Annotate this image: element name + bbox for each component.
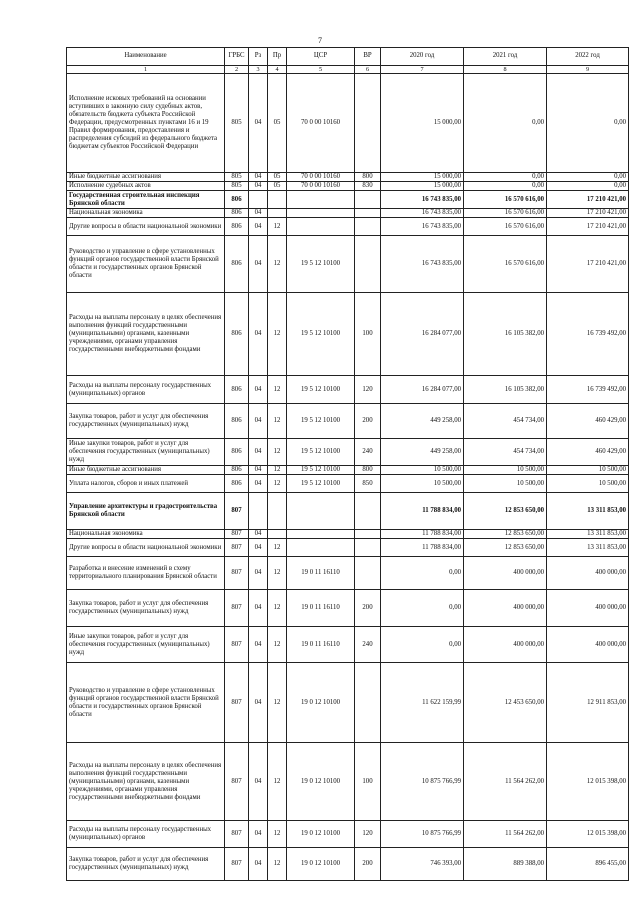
row-value-2021: 16 105 382,00: [464, 376, 547, 404]
row-value-2020: 10 875 766,99: [381, 743, 464, 821]
row-value-2020: 0,00: [381, 557, 464, 590]
row-value-2022: 400 000,00: [547, 557, 629, 590]
row-grbs: 807: [225, 743, 249, 821]
row-csr: 19 5 12 10100: [287, 293, 355, 376]
row-rz: 04: [249, 209, 268, 218]
row-name: Уплата налогов, сборов и иных платежей: [67, 475, 225, 493]
row-value-2022: 460 429,00: [547, 439, 629, 466]
row-pr: 12: [268, 821, 287, 848]
row-csr: 19 5 12 10100: [287, 466, 355, 475]
row-rz: 04: [249, 475, 268, 493]
row-vr: 240: [355, 439, 381, 466]
row-value-2020: 11 788 834,00: [381, 530, 464, 539]
column-number: 1: [67, 66, 225, 74]
row-pr: 12: [268, 743, 287, 821]
row-value-2020: 16 284 077,00: [381, 376, 464, 404]
row-rz: 04: [249, 218, 268, 236]
row-grbs: 807: [225, 590, 249, 627]
row-csr: [287, 530, 355, 539]
row-csr: [287, 218, 355, 236]
row-pr: [268, 493, 287, 530]
row-csr: 19 0 11 16110: [287, 557, 355, 590]
table-row: [67, 493, 629, 530]
table-row: [67, 743, 629, 821]
row-name: Расходы на выплаты персоналу в целях обеспечения выполнения функций государственными (муниципальными) органами, казенными учреждениями, органами управления государственными внебюджетными фондами: [67, 743, 225, 821]
row-value-2021: 16 105 382,00: [464, 293, 547, 376]
row-value-2021: 11 564 262,00: [464, 743, 547, 821]
row-value-2020: 449 258,00: [381, 404, 464, 439]
table-row: [67, 539, 629, 557]
row-value-2021: 0,00: [464, 182, 547, 191]
row-csr: 19 0 11 16110: [287, 627, 355, 663]
row-vr: [355, 218, 381, 236]
row-rz: 04: [249, 404, 268, 439]
header-2022: 2022 год: [547, 48, 629, 66]
row-grbs: 806: [225, 439, 249, 466]
row-name: Исполнение исковых требований на основании вступивших в законную силу судебных актов, обязательств бюджета субъекта Российской Федерации, предусмотренных пунктами 16 и 19 Правил формирования, предоставления и распределения субсидий из федерального бюджета бюджетам субъектов Российской Федерации: [67, 74, 225, 173]
row-pr: [268, 209, 287, 218]
row-name: Расходы на выплаты персоналу государственных (муниципальных) органов: [67, 821, 225, 848]
row-csr: [287, 209, 355, 218]
row-rz: 04: [249, 466, 268, 475]
row-value-2022: 13 311 853,00: [547, 539, 629, 557]
row-rz: 04: [249, 182, 268, 191]
row-name: Национальная экономика: [67, 209, 225, 218]
row-value-2022: 12 911 853,00: [547, 663, 629, 743]
row-rz: 04: [249, 173, 268, 182]
row-grbs: 807: [225, 539, 249, 557]
table-row: [67, 74, 629, 173]
row-csr: [287, 493, 355, 530]
row-value-2022: 17 210 421,00: [547, 236, 629, 293]
row-value-2022: 13 311 853,00: [547, 493, 629, 530]
row-grbs: 805: [225, 182, 249, 191]
row-csr: 70 0 00 10160: [287, 74, 355, 173]
table-row: [67, 663, 629, 743]
table-row: [67, 293, 629, 376]
table-row: [67, 557, 629, 590]
row-value-2020: 10 500,00: [381, 475, 464, 493]
row-pr: 12: [268, 848, 287, 881]
row-vr: [355, 74, 381, 173]
row-value-2020: 11 622 159,99: [381, 663, 464, 743]
row-pr: 12: [268, 293, 287, 376]
column-number: 2: [225, 66, 249, 74]
row-grbs: 806: [225, 209, 249, 218]
row-value-2022: 16 739 492,00: [547, 376, 629, 404]
table-row: [67, 821, 629, 848]
row-pr: 12: [268, 466, 287, 475]
row-name: Государственная строительная инспекция Брянской области: [67, 191, 225, 209]
row-value-2022: 10 500,00: [547, 466, 629, 475]
row-grbs: 806: [225, 293, 249, 376]
row-rz: 04: [249, 376, 268, 404]
column-number-row: [67, 66, 629, 74]
row-value-2020: 16 743 835,00: [381, 209, 464, 218]
row-value-2022: 17 210 421,00: [547, 218, 629, 236]
row-value-2020: 15 000,00: [381, 173, 464, 182]
row-vr: 830: [355, 182, 381, 191]
row-value-2021: 12 853 650,00: [464, 539, 547, 557]
column-number: 5: [287, 66, 355, 74]
row-rz: [249, 493, 268, 530]
row-value-2021: 12 453 650,00: [464, 663, 547, 743]
row-value-2021: 16 570 616,00: [464, 191, 547, 209]
row-csr: [287, 539, 355, 557]
header-vr: ВР: [355, 48, 381, 66]
row-grbs: 807: [225, 627, 249, 663]
row-value-2020: 16 743 835,00: [381, 236, 464, 293]
row-pr: 12: [268, 627, 287, 663]
row-csr: 19 0 12 10100: [287, 743, 355, 821]
column-number: 7: [381, 66, 464, 74]
column-number: 8: [464, 66, 547, 74]
row-name: Разработка и внесение изменений в схему территориального планирования Брянской области: [67, 557, 225, 590]
row-vr: [355, 530, 381, 539]
row-rz: 04: [249, 743, 268, 821]
row-pr: 12: [268, 439, 287, 466]
column-number: 6: [355, 66, 381, 74]
header-pr: Пр: [268, 48, 287, 66]
table-row: [67, 236, 629, 293]
row-vr: [355, 209, 381, 218]
row-pr: 12: [268, 590, 287, 627]
row-vr: [355, 663, 381, 743]
row-name: Управление архитектуры и градостроительства Брянской области: [67, 493, 225, 530]
row-value-2022: 16 739 492,00: [547, 293, 629, 376]
row-value-2020: 15 000,00: [381, 74, 464, 173]
row-csr: 70 0 00 10160: [287, 173, 355, 182]
row-name: Национальная экономика: [67, 530, 225, 539]
row-value-2020: 10 500,00: [381, 466, 464, 475]
row-vr: 240: [355, 627, 381, 663]
row-pr: 12: [268, 663, 287, 743]
row-value-2020: 0,00: [381, 627, 464, 663]
row-name: Закупка товаров, работ и услуг для обеспечения государственных (муниципальных) нужд: [67, 590, 225, 627]
row-grbs: 807: [225, 557, 249, 590]
table-body: [67, 74, 629, 881]
row-csr: [287, 191, 355, 209]
row-value-2020: 16 284 077,00: [381, 293, 464, 376]
header-row: [67, 48, 629, 66]
row-pr: 05: [268, 74, 287, 173]
row-value-2022: 896 455,00: [547, 848, 629, 881]
row-pr: 05: [268, 182, 287, 191]
row-value-2022: 0,00: [547, 74, 629, 173]
row-value-2022: 17 210 421,00: [547, 209, 629, 218]
row-value-2021: 10 500,00: [464, 475, 547, 493]
row-rz: 04: [249, 848, 268, 881]
table-row: [67, 466, 629, 475]
budget-table: [66, 47, 629, 881]
row-grbs: 806: [225, 466, 249, 475]
row-vr: 850: [355, 475, 381, 493]
row-grbs: 807: [225, 530, 249, 539]
row-vr: 800: [355, 466, 381, 475]
header-2020: 2020 год: [381, 48, 464, 66]
row-value-2022: 13 311 853,00: [547, 530, 629, 539]
row-name: Исполнение судебных актов: [67, 182, 225, 191]
row-rz: 04: [249, 236, 268, 293]
row-csr: 19 0 12 10100: [287, 848, 355, 881]
row-value-2022: 17 210 421,00: [547, 191, 629, 209]
row-pr: 12: [268, 475, 287, 493]
row-grbs: 806: [225, 218, 249, 236]
row-rz: 04: [249, 74, 268, 173]
row-rz: 04: [249, 557, 268, 590]
column-number: 3: [249, 66, 268, 74]
column-number: 4: [268, 66, 287, 74]
row-csr: 19 5 12 10100: [287, 439, 355, 466]
row-name: Руководство и управление в сфере установленных функций органов государственной власти Брянской области и государственных органов Брянской области: [67, 663, 225, 743]
row-vr: 200: [355, 848, 381, 881]
row-value-2020: 11 788 834,00: [381, 493, 464, 530]
row-grbs: 807: [225, 663, 249, 743]
row-name: Иные бюджетные ассигнования: [67, 173, 225, 182]
table-row: [67, 848, 629, 881]
row-vr: 200: [355, 404, 381, 439]
row-value-2021: 11 564 262,00: [464, 821, 547, 848]
row-value-2020: 449 258,00: [381, 439, 464, 466]
row-name: Расходы на выплаты персоналу в целях обеспечения выполнения функций государственными (муниципальными) органами, казенными учреждениями, органами управления государственными внебюджетными фондами: [67, 293, 225, 376]
table-row: [67, 376, 629, 404]
row-grbs: 807: [225, 821, 249, 848]
row-name: Расходы на выплаты персоналу государственных (муниципальных) органов: [67, 376, 225, 404]
row-value-2021: 0,00: [464, 74, 547, 173]
row-value-2021: 12 853 650,00: [464, 493, 547, 530]
row-grbs: 806: [225, 404, 249, 439]
row-value-2022: 10 500,00: [547, 475, 629, 493]
header-name: Наименование: [67, 48, 225, 66]
header-csr: ЦСР: [287, 48, 355, 66]
row-vr: [355, 493, 381, 530]
table-row: [67, 173, 629, 182]
table-row: [67, 209, 629, 218]
row-value-2021: 454 734,00: [464, 404, 547, 439]
header-rz: Рз: [249, 48, 268, 66]
row-value-2022: 460 429,00: [547, 404, 629, 439]
row-name: Закупка товаров, работ и услуг для обеспечения государственных (муниципальных) нужд: [67, 404, 225, 439]
row-grbs: 805: [225, 173, 249, 182]
table-row: [67, 627, 629, 663]
row-vr: [355, 539, 381, 557]
row-pr: 12: [268, 404, 287, 439]
row-grbs: 805: [225, 74, 249, 173]
row-rz: 04: [249, 293, 268, 376]
row-vr: [355, 557, 381, 590]
row-value-2021: 12 853 650,00: [464, 530, 547, 539]
column-number: 9: [547, 66, 629, 74]
row-value-2020: 16 743 835,00: [381, 218, 464, 236]
row-rz: 04: [249, 530, 268, 539]
row-pr: 12: [268, 376, 287, 404]
row-value-2020: 0,00: [381, 590, 464, 627]
row-name: Иные закупки товаров, работ и услуг для обеспечения государственных (муниципальных) нужд: [67, 439, 225, 466]
row-grbs: 806: [225, 376, 249, 404]
page-number: 7: [318, 36, 322, 45]
row-value-2022: 12 015 398,00: [547, 821, 629, 848]
row-value-2021: 400 000,00: [464, 557, 547, 590]
row-vr: 200: [355, 590, 381, 627]
row-name: Руководство и управление в сфере установленных функций органов государственной власти Брянской области и государственных органов Брянской области: [67, 236, 225, 293]
row-vr: [355, 236, 381, 293]
row-grbs: 806: [225, 475, 249, 493]
row-value-2021: 16 570 616,00: [464, 218, 547, 236]
row-vr: 120: [355, 821, 381, 848]
table-row: [67, 530, 629, 539]
header-grbs: ГРБС: [225, 48, 249, 66]
row-value-2022: 400 000,00: [547, 590, 629, 627]
row-rz: 04: [249, 439, 268, 466]
row-csr: 19 5 12 10100: [287, 404, 355, 439]
row-rz: 04: [249, 590, 268, 627]
row-vr: 100: [355, 743, 381, 821]
row-value-2021: 16 570 616,00: [464, 209, 547, 218]
row-value-2022: 0,00: [547, 173, 629, 182]
row-csr: 19 5 12 10100: [287, 376, 355, 404]
row-value-2020: 15 000,00: [381, 182, 464, 191]
row-pr: 05: [268, 173, 287, 182]
row-rz: 04: [249, 663, 268, 743]
row-value-2020: 10 875 766,99: [381, 821, 464, 848]
table-row: [67, 191, 629, 209]
row-name: Иные бюджетные ассигнования: [67, 466, 225, 475]
row-csr: 19 5 12 10100: [287, 236, 355, 293]
row-pr: 12: [268, 539, 287, 557]
row-value-2022: 12 015 398,00: [547, 743, 629, 821]
row-value-2021: 16 570 616,00: [464, 236, 547, 293]
row-rz: 04: [249, 821, 268, 848]
row-pr: 12: [268, 218, 287, 236]
row-grbs: 807: [225, 848, 249, 881]
table-row: [67, 590, 629, 627]
table-row: [67, 439, 629, 466]
row-csr: 19 5 12 10100: [287, 475, 355, 493]
header-2021: 2021 год: [464, 48, 547, 66]
row-value-2021: 0,00: [464, 173, 547, 182]
row-value-2021: 889 388,00: [464, 848, 547, 881]
row-pr: 12: [268, 236, 287, 293]
row-pr: 12: [268, 557, 287, 590]
row-grbs: 806: [225, 236, 249, 293]
row-value-2021: 400 000,00: [464, 627, 547, 663]
row-grbs: 806: [225, 191, 249, 209]
row-pr: [268, 530, 287, 539]
row-rz: 04: [249, 539, 268, 557]
table-row: [67, 218, 629, 236]
row-value-2021: 400 000,00: [464, 590, 547, 627]
row-name: Иные закупки товаров, работ и услуг для обеспечения государственных (муниципальных) нужд: [67, 627, 225, 663]
table-row: [67, 475, 629, 493]
row-pr: [268, 191, 287, 209]
row-value-2020: 11 788 834,00: [381, 539, 464, 557]
row-csr: 19 0 12 10100: [287, 663, 355, 743]
row-value-2022: 400 000,00: [547, 627, 629, 663]
row-rz: 04: [249, 627, 268, 663]
row-name: Закупка товаров, работ и услуг для обеспечения государственных (муниципальных) нужд: [67, 848, 225, 881]
row-rz: [249, 191, 268, 209]
table-row: [67, 404, 629, 439]
row-value-2020: 16 743 835,00: [381, 191, 464, 209]
row-value-2020: 746 393,00: [381, 848, 464, 881]
row-vr: [355, 191, 381, 209]
row-grbs: 807: [225, 493, 249, 530]
row-vr: 800: [355, 173, 381, 182]
row-value-2022: 0,00: [547, 182, 629, 191]
table-row: [67, 182, 629, 191]
row-name: Другие вопросы в области национальной экономики: [67, 218, 225, 236]
row-name: Другие вопросы в области национальной экономики: [67, 539, 225, 557]
row-value-2021: 454 734,00: [464, 439, 547, 466]
row-value-2021: 10 500,00: [464, 466, 547, 475]
row-csr: 19 0 11 16110: [287, 590, 355, 627]
row-vr: 120: [355, 376, 381, 404]
row-vr: 100: [355, 293, 381, 376]
row-csr: 70 0 00 10160: [287, 182, 355, 191]
row-csr: 19 0 12 10100: [287, 821, 355, 848]
